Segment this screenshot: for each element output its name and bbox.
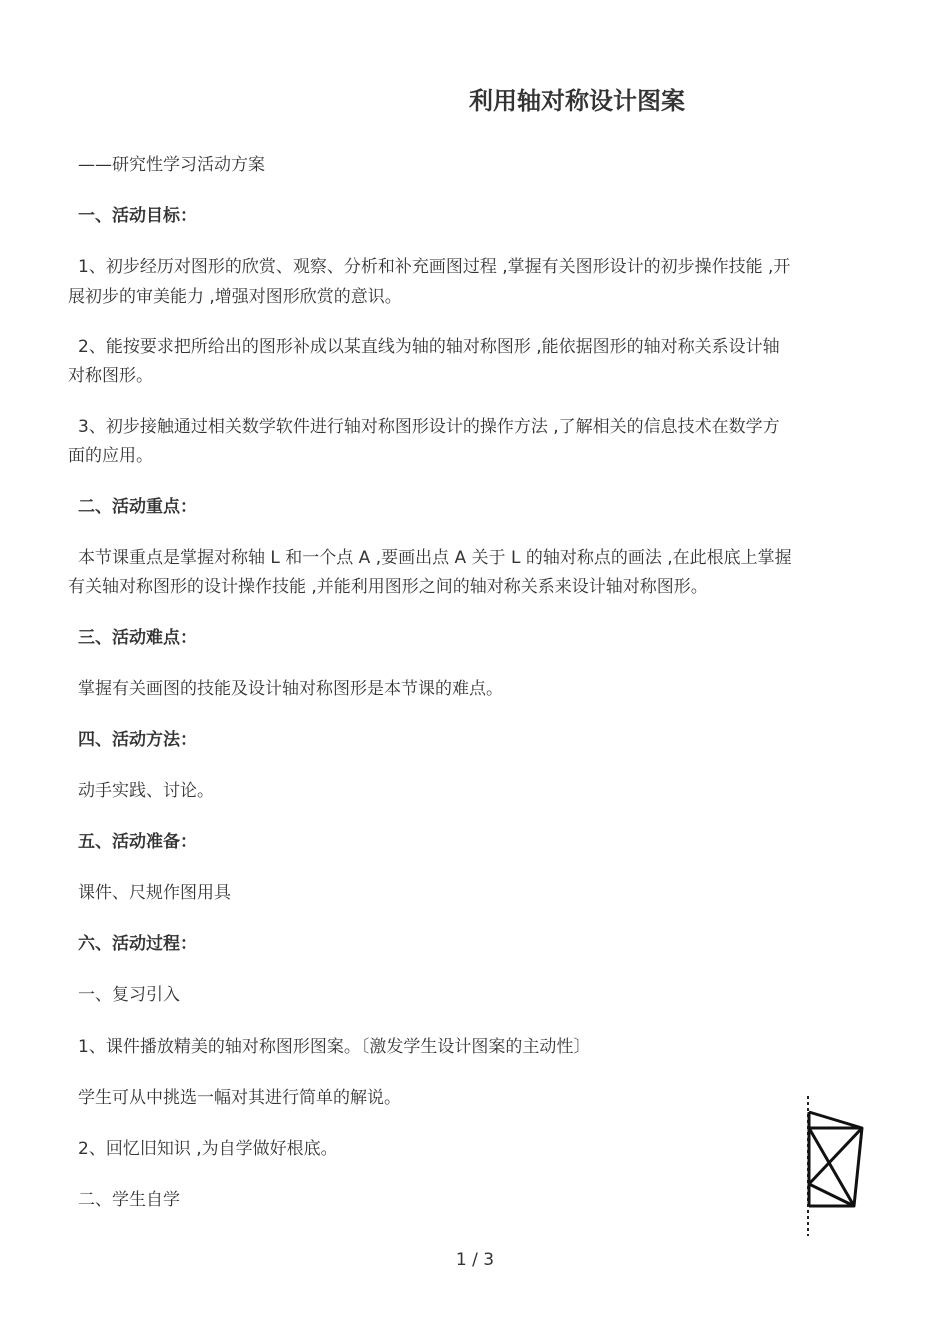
page-indicator: 1 / 3	[455, 1250, 495, 1270]
difficulty-text: 掌握有关画图的技能及设计轴对称图形是本节课的难点。	[78, 679, 503, 699]
section-heading-process: 六、活动过程：	[78, 934, 197, 954]
subtitle: ——研究性学习活动方案	[78, 155, 265, 175]
process-step-review: 一、复习引入	[78, 985, 180, 1005]
goal-item-1-line-2: 展初步的审美能力 ,增强对图形欣赏的意识。	[68, 287, 402, 307]
goal-item-2-line-2: 对称图形。	[68, 366, 153, 386]
goal-item-3-line-1: 3、初步接触通过相关数学软件进行轴对称图形设计的操作方法 ,了解相关的信息技术在数学方	[78, 417, 780, 437]
section-heading-key: 二、活动重点：	[78, 497, 197, 517]
process-step-self-study: 二、学生自学	[78, 1190, 180, 1210]
process-step-recall: 2、回忆旧知识 ,为自学做好根底。	[78, 1139, 338, 1159]
figure-outline	[809, 1112, 862, 1206]
section-heading-difficulty: 三、活动难点：	[78, 628, 197, 648]
axis-symmetry-figure	[792, 1090, 872, 1240]
section-heading-goal: 一、活动目标：	[78, 206, 197, 226]
section-heading-prep: 五、活动准备：	[78, 832, 197, 852]
goal-item-3-line-2: 面的应用。	[68, 446, 153, 466]
key-text-line-2: 有关轴对称图形的设计操作技能 ,并能利用图形之间的轴对称关系来设计轴对称图形。	[68, 577, 708, 597]
process-step-student-explain: 学生可从中挑选一幅对其进行简单的解说。	[78, 1088, 401, 1108]
method-text: 动手实践、讨论。	[78, 781, 214, 801]
title-area	[0, 0, 950, 140]
section-heading-method: 四、活动方法：	[78, 730, 197, 750]
process-step-courseware: 1、课件播放精美的轴对称图形图案。〔激发学生设计图案的主动性〕	[78, 1037, 591, 1057]
goal-item-1-line-1: 1、初步经历对图形的欣赏、观察、分析和补充画图过程 ,掌握有关图形设计的初步操作技能 ,开	[78, 257, 791, 277]
prep-text: 课件、尺规作图用具	[78, 883, 231, 903]
key-text-line-1: 本节课重点是掌握对称轴 L 和一个点 A ,要画出点 A 关于 L 的轴对称点的画法 ,在此根底上掌握	[78, 548, 792, 568]
document-title: 利用轴对称设计图案	[469, 87, 685, 115]
goal-item-2-line-1: 2、能按要求把所给出的图形补成以某直线为轴的轴对称图形 ,能依据图形的轴对称关系设计轴	[78, 337, 780, 357]
